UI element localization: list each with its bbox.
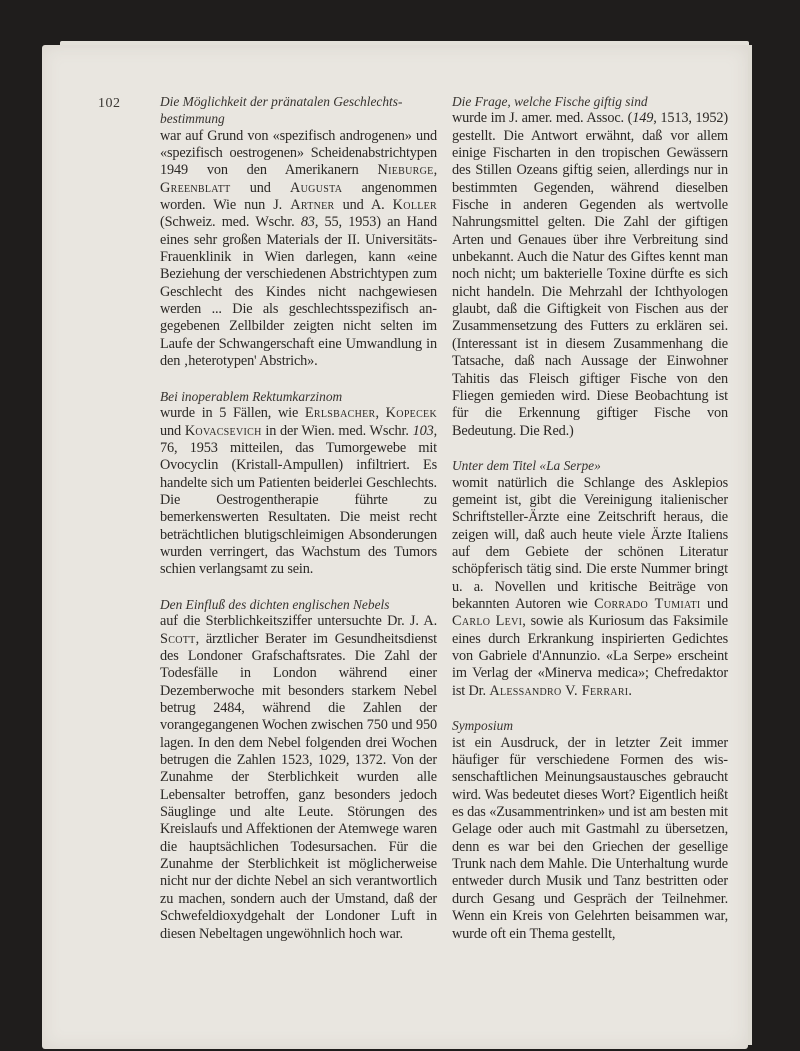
section-body (160, 613, 437, 943)
section-heading: Bei inoperablem Rektumkarzinom (160, 388, 343, 404)
text-run: . (628, 682, 632, 699)
text-run: ist ein Ausdruck, der in letzter Zeit immer häufiger für verschiedene Formen des wissenschaftlichen Meinungsaustausches gebraucht wird. Was bedeutet dieses Wort? Eigentlich heißt es das «Zusammentrinken» und ist am besten mit Gelage oder auch mit Gastmahl zu übersetzen, denn es war bei den Griechen der gesellige Trunk nach dem Mahle. Die Unterhaltung wurde entweder durch Musik und Tanz bestritten oder durch Gesang und Gespräch der Teilnehmer. Wenn ein Kreis von Gelehrten beisammen war, wurde oft ein Thema gestellt, (452, 734, 728, 942)
right-column (452, 93, 728, 943)
author-name: Augusta (290, 179, 343, 196)
section-heading: Unter dem Titel «La Serpe» (452, 458, 601, 474)
section-body (160, 405, 437, 578)
volume-number: 149 (632, 110, 654, 127)
text-run: womit natürlich die Schlange des Asklepios gemeint ist, gibt die Vereinigung italienischer Schriftsteller-Ärzte eine Zeitschrift heraus, die zeigen will, daß auch heute viele Ärzte Italiens auf dem Gebiete der schönen Literatur schöpferisch tätig sind. Die erste Nummer bringt u. a. Novellen und kritische Beiträge von bekannten Autoren wie (452, 474, 728, 612)
section-heading: Den Einfluß des dichten englischen Nebels (160, 596, 390, 612)
section-gap (452, 700, 728, 717)
section-heading: Die Frage, welche Fische giftig sind (452, 94, 648, 109)
text-run: , sowie als Kuriosum das Faksimile eines durch Erkrankung inspirierten Gedichtes von Gabriele d'Annunzio. «La Serpe» erscheint im Verlag der «Minerva medica»; Chefredaktor ist Dr. (452, 613, 728, 699)
section-gap (160, 371, 437, 388)
section-body (452, 110, 728, 440)
text-run: in der Wien. med. Wschr. (261, 422, 413, 439)
text-run: (Schweiz. med. Wschr. (160, 214, 301, 231)
section-body (452, 735, 728, 943)
section-symposium (452, 717, 728, 942)
section-praenatale-geschlechtsbestimmung (160, 93, 437, 371)
text-run: , (375, 405, 386, 422)
text-run: , ärztlicher Berater im Gesundheitsdienst des Londoner Grafschaftsrates. Die Zahl der Todesfälle in London während einer Dezemberwoche mit besonders starkem Nebel betrug 2484, während die Zahlen der vorangegangenen Wochen zwischen 750 und 950 lagen. In den dem Nebel folgenden drei Wochen betrugen die Zahlen 1523, 1029, 1372. Von der Zunahme der Sterblichkeit wurden alle Lebensalter betroffen, ganz besonders jedoch Säuglinge und alte Leute. Störungen des Kreislaufs und Affektionen der Atemwege waren die hauptsächlichen Todesursachen. Für die Zunahme der Sterblichkeit ist möglicherweise nicht nur der dichte Nebel an sich verantwortlich zu machen, sondern auch der Umstand, daß der Schwefeldioxydgehalt der Londoner Luft in diesen Nebeltagen ungewöhnlich hoch war. (160, 630, 437, 942)
left-column (160, 93, 437, 943)
author-name: Kopecek (385, 405, 437, 422)
heading-line: Die Möglichkeit der pränatalen Geschlechts- (160, 94, 403, 109)
author-name: Kovacsevich (184, 422, 262, 439)
text-run: wurde in 5 Fällen, wie (160, 405, 305, 422)
author-name: Corrado Tumiati (594, 595, 701, 612)
author-name: Carlo Levi (452, 613, 523, 630)
heading-line: bestimmung (160, 111, 225, 127)
section-body (160, 128, 437, 371)
section-gap (452, 440, 728, 457)
text-run: , 55, 1953) an Hand eines sehr großen Materials der II. Universitäts-Frauenklinik in Wien darlegen, kann «eine Beziehung der verschiedenen Abstrichtypen zum Geschlecht des Kindes nicht nachgewiesen werden ... Die als geschlechtsspezifisch angegebenen Zellbilder zeigten nicht selten im Laufe der Schwangerschaft eine Umwandlung in den ‚heterotypen' Abstrich». (160, 214, 437, 370)
text-run: und (160, 422, 185, 439)
text-run: , (433, 162, 437, 179)
volume-number: 83 (300, 214, 315, 231)
section-giftige-fische (452, 93, 728, 440)
section-la-serpe (452, 457, 728, 700)
section-englischer-nebel (160, 596, 437, 943)
text-run: , 76, 1953 mitteilen, das Tumorgewebe mit Ovocyclin (Kristall-Ampullen) infiltriert. Es handelte sich um Patienten beiderlei Geschlechts. Die Oestrogentherapie führte zu bemerkenswerten Resultaten. Die meist recht beträchtlichen blutigschleimigen Absonderungen wurden verringert, das Wachstum des Tumors schien verlangsamt zu sein. (160, 422, 438, 578)
author-name: Koller (392, 197, 438, 214)
page-number: 102 (98, 96, 121, 111)
volume-number: 103 (412, 422, 434, 439)
text-run: und (230, 179, 291, 196)
text-run: angenommen worden. Wie nun J. (160, 179, 437, 214)
author-name: Nieburge (377, 162, 434, 179)
text-run: war auf Grund von «spezifisch androgenen» und «spezifisch oestrogenen» Scheidenabstrichtypen 1949 von den Amerikanern (160, 127, 437, 179)
author-name: Greenblatt (160, 179, 231, 196)
text-run: wurde im J. amer. med. Assoc. ( (452, 110, 633, 127)
section-heading: Symposium (452, 718, 513, 734)
section-rektumkarzinom (160, 388, 437, 579)
section-gap (160, 579, 437, 596)
text-run: und (700, 595, 728, 612)
text-run: auf die Sterblichkeitsziffer untersuchte Dr. J. A. (160, 613, 437, 630)
author-name: Erlsbacher (304, 405, 376, 422)
author-name: Scott (160, 630, 196, 647)
section-heading (160, 93, 437, 128)
author-name: Alessandro V. Ferrari (489, 682, 629, 699)
author-name: Artner (290, 197, 335, 214)
text-run: und A. (334, 197, 393, 214)
section-body (452, 475, 728, 700)
text-run: , 1513, 1952) gestellt. Die Antwort erwähnt, daß vor allem einige Fischarten in den tropischen Gewässern des Stillen Ozeans giftig seien, allerdings nur in bestimmten Gegenden, während dieselben Fische in anderen Gegenden als wertvolle Nahrungsmittel gelten. Die Zahl der giftigen Arten und Genaues über ihre Verbreitung sind unbekannt. Auch die Natur des Giftes kennt man noch nicht; um bakterielle Toxine dürfte es sich nicht handeln. Die Mehrzahl der Ichthyologen glaubt, daß die Giftigkeit von Fischen aus der Zusammensetzung des Futters zu erklären sei. (Interessant ist in diesem Zusammenhang die Tatsache, daß nach Aussage der Einwohner Tahitis das Fleisch giftiger Fische von den Fliegen gemieden wird. Diese Beobachtung ist für die Erkennung giftiger Fische von Bedeutung. Die Red.) (452, 110, 729, 439)
